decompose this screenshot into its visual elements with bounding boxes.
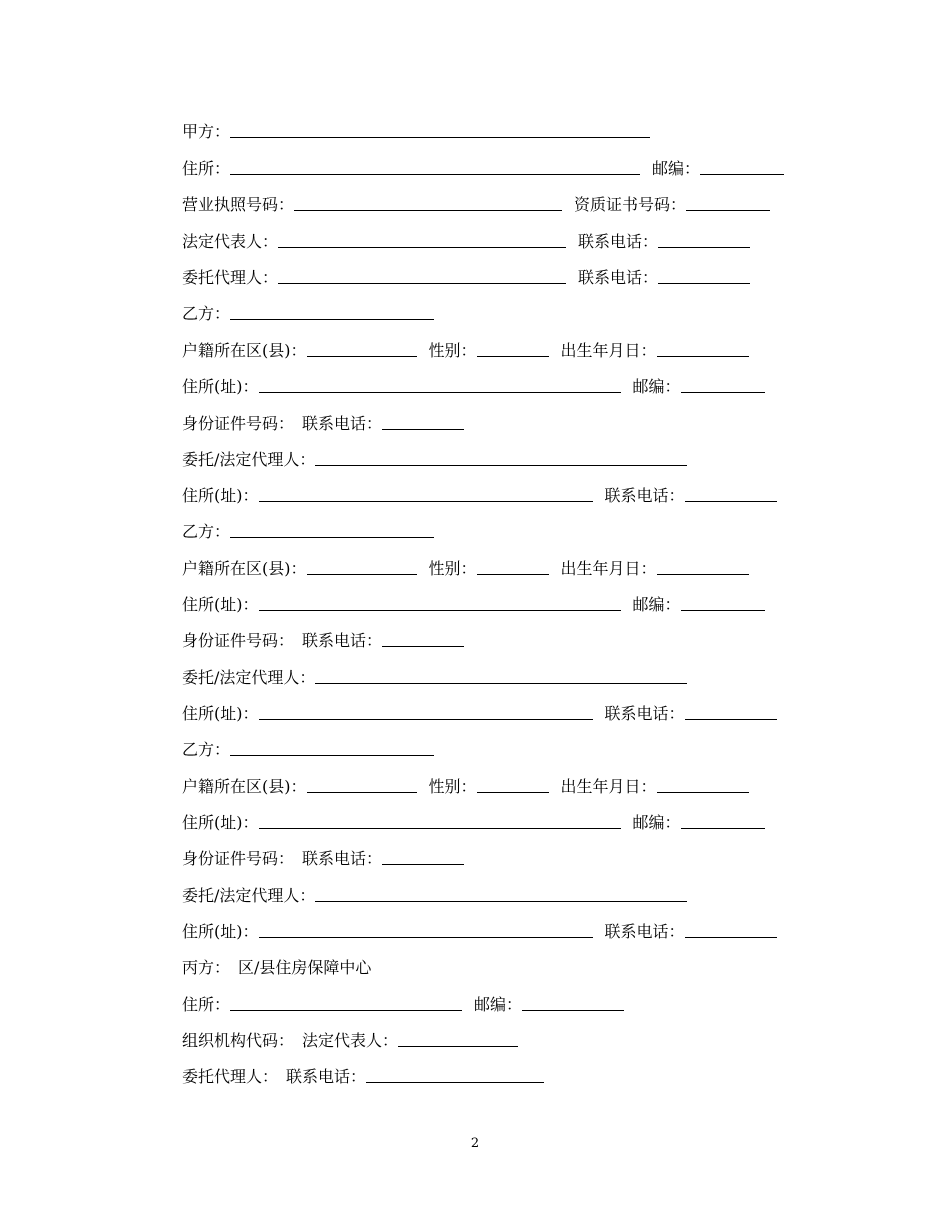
party-b2-label: 乙方： [182, 522, 231, 541]
party-b1-postcode-blank[interactable] [681, 376, 765, 393]
party-b1-postcode-label: 邮编： [632, 377, 681, 396]
party-b2-agent-blank[interactable] [315, 667, 687, 684]
party-b2-hukou-label: 户籍所在区(县)： [182, 559, 307, 578]
party-a-agent-label: 委托代理人： [182, 268, 279, 287]
party-a-license-label: 营业执照号码： [182, 195, 295, 214]
party-b1-id-label: 身份证件号码： [182, 414, 295, 433]
party-a-postcode-blank[interactable] [700, 158, 784, 175]
party-b3-hukou-blank[interactable] [307, 776, 417, 793]
party-b3-birth-blank[interactable] [657, 776, 749, 793]
party-a-phone-blank[interactable] [658, 231, 750, 248]
party-b3-postcode-blank[interactable] [681, 812, 765, 829]
party-b3-gender-label: 性别： [428, 777, 477, 796]
party-c-phone-blank[interactable] [366, 1066, 544, 1083]
party-b1-agent-address-label: 住所(址)： [182, 486, 259, 505]
party-b3-agent-label: 委托/法定代理人： [182, 886, 316, 905]
party-a-line [182, 118, 650, 142]
party-b3-phone-label: 联系电话： [302, 849, 383, 868]
party-c-address-blank[interactable] [230, 994, 462, 1011]
party-a-agent-line [182, 264, 750, 288]
party-c-name: 区/县住房保障中心 [238, 958, 372, 977]
party-b2-name-blank[interactable] [230, 521, 434, 538]
party-b3-label: 乙方： [182, 740, 231, 759]
party-b1-phone-blank[interactable] [382, 413, 464, 430]
party-b2-birth-blank[interactable] [657, 558, 749, 575]
party-b1-agent-line [182, 446, 687, 470]
party-b2-agent-address-line [182, 700, 777, 724]
party-b3-phone-blank[interactable] [382, 848, 464, 865]
party-a-agent-blank[interactable] [278, 267, 566, 284]
party-b3-agent-phone-blank[interactable] [685, 921, 777, 938]
party-b3-address-blank[interactable] [259, 812, 621, 829]
party-c-label: 丙方： [182, 958, 231, 977]
party-b2-address-label: 住所(址)： [182, 595, 259, 614]
party-b1-line [182, 300, 434, 324]
party-b1-agent-label: 委托/法定代理人： [182, 450, 316, 469]
party-b2-agent-address-label: 住所(址)： [182, 704, 259, 723]
party-b1-name-blank[interactable] [230, 303, 434, 320]
party-a-address-line [182, 155, 784, 179]
party-b2-gender-blank[interactable] [477, 558, 549, 575]
party-b3-id-label: 身份证件号码： [182, 849, 295, 868]
party-a-qualification-label: 资质证书号码： [574, 195, 687, 214]
party-b2-id-line [182, 627, 464, 651]
party-b2-gender-label: 性别： [428, 559, 477, 578]
party-b3-agent-line [182, 882, 687, 906]
party-b3-name-blank[interactable] [230, 739, 434, 756]
party-b2-address-blank[interactable] [259, 594, 621, 611]
party-c-org-line [182, 1027, 518, 1051]
party-b1-phone-label: 联系电话： [302, 414, 383, 433]
party-b2-line [182, 518, 434, 542]
party-b3-agent-blank[interactable] [315, 885, 687, 902]
party-b1-birth-label: 出生年月日： [560, 341, 657, 360]
party-b2-agent-address-blank[interactable] [259, 703, 593, 720]
party-c-org-code-label: 组织机构代码： [182, 1031, 295, 1050]
party-a-label: 甲方： [182, 122, 231, 141]
party-b3-address-label: 住所(址)： [182, 813, 259, 832]
party-b1-hukou-blank[interactable] [307, 340, 417, 357]
party-a-qualification-blank[interactable] [686, 194, 770, 211]
party-b2-phone-blank[interactable] [382, 630, 464, 647]
party-b2-id-label: 身份证件号码： [182, 631, 295, 650]
party-b2-hukou-line [182, 555, 749, 579]
party-c-phone-label: 联系电话： [286, 1067, 367, 1086]
party-b2-phone-label: 联系电话： [302, 631, 383, 650]
party-a-address-label: 住所： [182, 159, 231, 178]
party-b1-label: 乙方： [182, 304, 231, 323]
party-b1-id-line [182, 410, 464, 434]
party-b2-agent-phone-blank[interactable] [685, 703, 777, 720]
party-a-legal-rep-blank[interactable] [278, 231, 566, 248]
party-a-name-blank[interactable] [230, 121, 650, 138]
party-b3-agent-address-line [182, 918, 777, 942]
party-a-phone-label: 联系电话： [578, 232, 659, 251]
party-b1-address-line [182, 373, 765, 397]
party-b3-address-line [182, 809, 765, 833]
party-b1-hukou-line [182, 337, 749, 361]
party-c-agent-label: 委托代理人： [182, 1067, 279, 1086]
party-c-postcode-blank[interactable] [522, 994, 624, 1011]
party-b2-hukou-blank[interactable] [307, 558, 417, 575]
party-b2-birth-label: 出生年月日： [560, 559, 657, 578]
party-b2-postcode-label: 邮编： [632, 595, 681, 614]
party-b1-birth-blank[interactable] [657, 340, 749, 357]
party-a-license-blank[interactable] [294, 194, 562, 211]
party-b2-address-line [182, 591, 765, 615]
party-c-legal-rep-blank[interactable] [398, 1030, 518, 1047]
party-a-legal-rep-label: 法定代表人： [182, 232, 279, 251]
party-b1-agent-address-line [182, 482, 777, 506]
party-b3-hukou-line [182, 773, 749, 797]
party-a-address-blank[interactable] [230, 158, 640, 175]
party-b3-postcode-label: 邮编： [632, 813, 681, 832]
party-a-postcode-label: 邮编： [652, 159, 701, 178]
party-b3-agent-address-label: 住所(址)： [182, 922, 259, 941]
party-b1-agent-phone-label: 联系电话： [604, 486, 685, 505]
party-b1-agent-blank[interactable] [315, 449, 687, 466]
party-b3-line [182, 736, 434, 760]
party-b2-agent-line [182, 664, 687, 688]
party-c-legal-rep-label: 法定代表人： [302, 1031, 399, 1050]
party-a-agent-phone-blank[interactable] [658, 267, 750, 284]
party-b3-agent-phone-label: 联系电话： [604, 922, 685, 941]
party-b1-address-blank[interactable] [259, 376, 621, 393]
party-c-postcode-label: 邮编： [474, 995, 523, 1014]
page-number: 2 [470, 1136, 480, 1151]
party-b3-agent-address-blank[interactable] [259, 921, 593, 938]
party-c-agent-line [182, 1063, 544, 1087]
party-b1-agent-phone-blank[interactable] [685, 485, 777, 502]
party-a-license-line [182, 191, 770, 215]
party-b2-postcode-blank[interactable] [681, 594, 765, 611]
party-b1-hukou-label: 户籍所在区(县)： [182, 341, 307, 360]
party-b1-address-label: 住所(址)： [182, 377, 259, 396]
party-b3-gender-blank[interactable] [477, 776, 549, 793]
party-c-line [182, 954, 371, 978]
party-b3-birth-label: 出生年月日： [560, 777, 657, 796]
party-b1-agent-address-blank[interactable] [259, 485, 593, 502]
party-c-address-label: 住所： [182, 995, 231, 1014]
party-b3-hukou-label: 户籍所在区(县)： [182, 777, 307, 796]
party-b2-agent-phone-label: 联系电话： [604, 704, 685, 723]
party-a-legal-rep-line [182, 228, 750, 252]
party-b1-gender-label: 性别： [428, 341, 477, 360]
party-c-address-line [182, 991, 624, 1015]
party-b3-id-line [182, 845, 464, 869]
party-a-agent-phone-label: 联系电话： [578, 268, 659, 287]
party-b1-gender-blank[interactable] [477, 340, 549, 357]
party-b2-agent-label: 委托/法定代理人： [182, 668, 316, 687]
